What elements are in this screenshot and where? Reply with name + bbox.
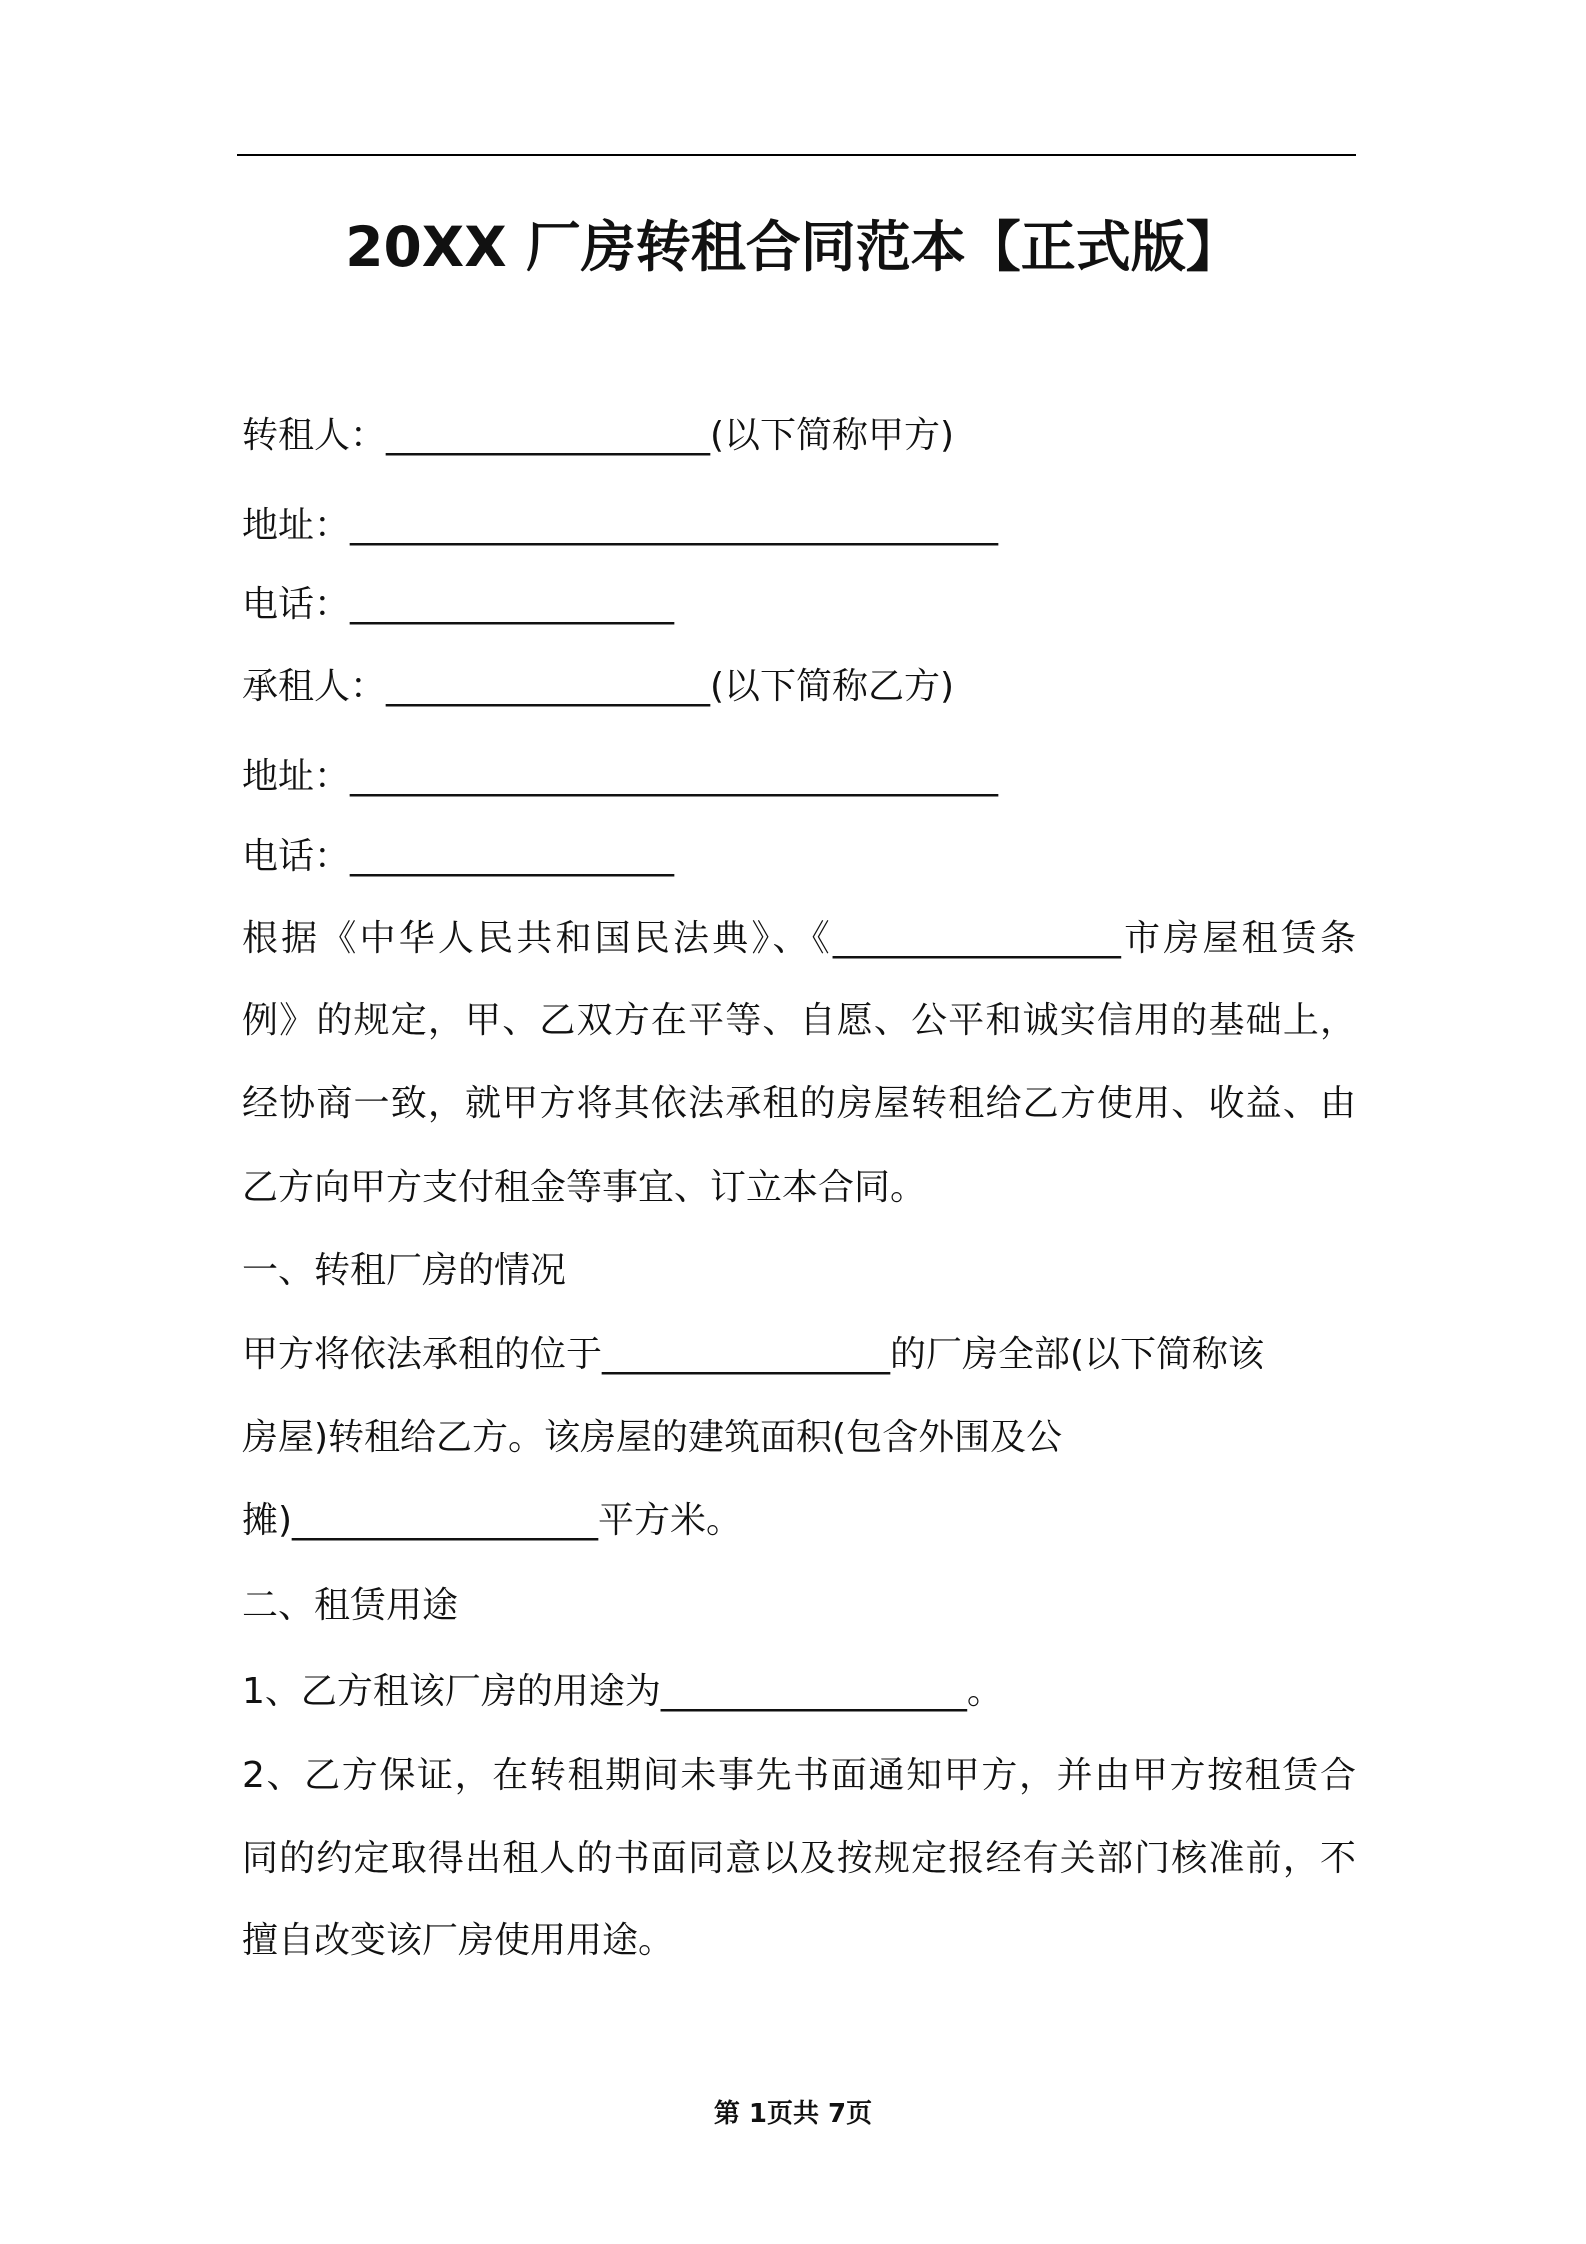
preamble-line: 例》的规定，甲、乙双方在平等、自愿、公平和诚实信用的基础上， xyxy=(242,1000,1356,1041)
sublessor-phone-line: 电话：__________________ xyxy=(242,584,675,625)
section-2-heading: 二、租赁用途 xyxy=(242,1585,459,1626)
preamble-line: 根据《中华人民共和国民法典》、《________________市房屋租赁条 xyxy=(242,918,1356,959)
sublessee-address-line: 地址：____________________________________ xyxy=(242,756,999,797)
document-title: 20XX 厂房转租合同范本【正式版】 xyxy=(345,215,1241,279)
sublessee-phone-line: 电话：__________________ xyxy=(242,836,675,877)
section-1-heading: 一、转租厂房的情况 xyxy=(242,1250,567,1291)
section-1-text-line: 甲方将依法承租的位于________________的厂房全部(以下简称该 xyxy=(242,1334,1265,1375)
preamble-line: 乙方向甲方支付租金等事宜、订立本合同。 xyxy=(242,1167,927,1208)
section-1-text-line: 房屋)转租给乙方。该房屋的建筑面积(包含外围及公 xyxy=(242,1417,1063,1458)
clause-2-2-line: 2、乙方保证，在转租期间未事先书面通知甲方，并由甲方按租赁合 xyxy=(242,1755,1356,1796)
preamble-line: 经协商一致，就甲方将其依法承租的房屋转租给乙方使用、收益、由 xyxy=(242,1083,1356,1124)
clause-2-2-line: 同的约定取得出租人的书面同意以及按规定报经有关部门核准前，不 xyxy=(242,1838,1356,1879)
sublessee-name-line: 承租人：__________________(以下简称乙方) xyxy=(242,666,955,707)
clause-2-2-line: 擅自改变该厂房使用用途。 xyxy=(242,1920,675,1961)
clause-2-1-line: 1、乙方租该厂房的用途为_________________。 xyxy=(242,1671,1003,1712)
header-rule xyxy=(237,154,1356,156)
section-1-text-line: 摊)_________________平方米。 xyxy=(242,1500,743,1541)
sublessor-name-line: 转租人：__________________(以下简称甲方) xyxy=(242,415,955,456)
page-number: 第 1页共 7页 xyxy=(713,2099,873,2129)
sublessor-address-line: 地址：____________________________________ xyxy=(242,505,999,546)
